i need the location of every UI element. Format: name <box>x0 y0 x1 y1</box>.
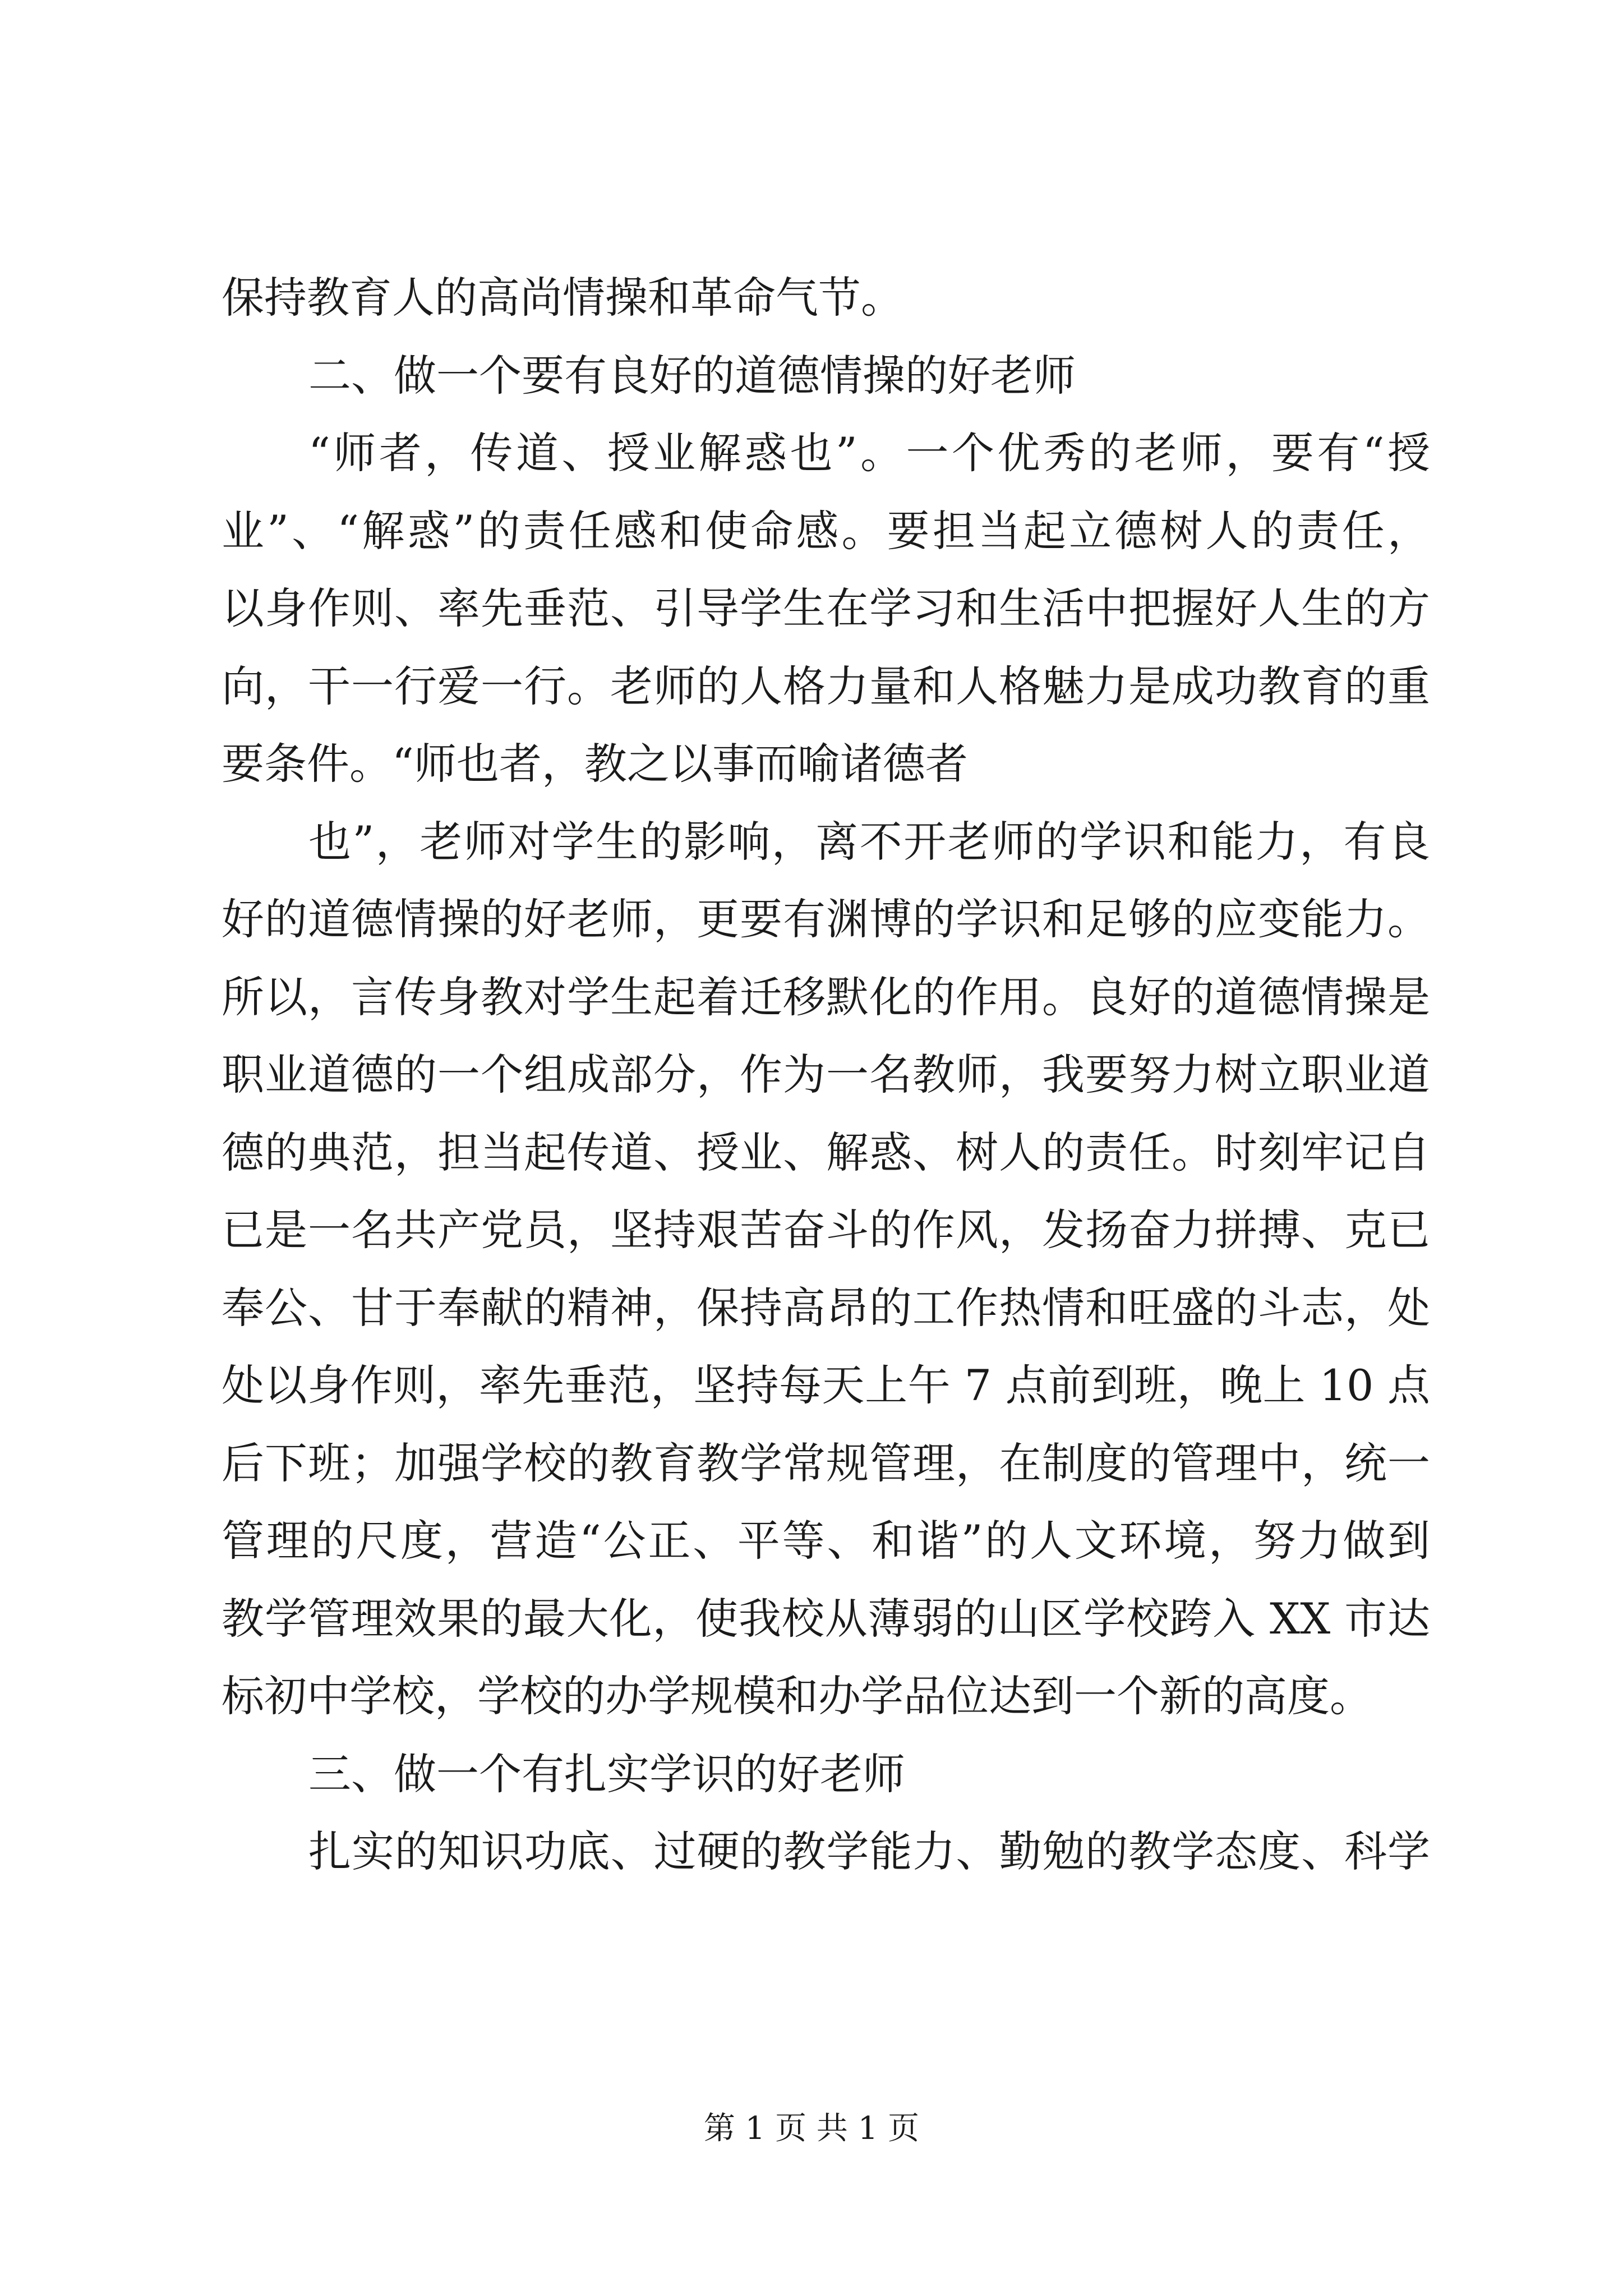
text-line: 处以身作则，率先垂范，坚持每天上午 7 点前到班，晚上 10 点 <box>222 1360 1430 1410</box>
text-line: 标初中学校，学校的办学规模和办学品位达到一个新的高度。 <box>222 1671 1372 1721</box>
text-line: 后下班；加强学校的教育教学常规管理，在制度的管理中，统一 <box>222 1438 1430 1488</box>
text-line: 所以，言传身教对学生起着迁移默化的作用。良好的道德情操是 <box>222 972 1430 1022</box>
text-line: 德的典范，担当起传道、授业、解惑、树人的责任。时刻牢记自 <box>222 1127 1430 1177</box>
text-line: 向，干一行爱一行。老师的人格力量和人格魅力是成功教育的重 <box>222 661 1430 711</box>
section-heading-2: 二、做一个要有良好的道德情操的好老师 <box>308 350 1076 401</box>
text-line: “师者，传道、授业解惑也”。一个优秀的老师，要有“授 <box>308 428 1430 478</box>
text-line: 也”，老师对学生的影响，离不开老师的学识和能力，有良 <box>308 816 1430 867</box>
text-line: 好的道德情操的好老师，更要有渊博的学识和足够的应变能力。 <box>222 894 1430 944</box>
text-line: 职业道德的一个组成部分，作为一名教师，我要努力树立职业道 <box>222 1050 1430 1099</box>
document-body <box>222 259 1430 1891</box>
text-line: 已是一名共产党员，坚持艰苦奋斗的作风，发扬奋力拼搏、克已 <box>222 1205 1430 1255</box>
text-line: 管理的尺度，营造“公正、平等、和谐”的人文环境，努力做到 <box>222 1516 1430 1566</box>
text-line: 奉公、甘于奉献的精神，保持高昂的工作热情和旺盛的斗志，处 <box>222 1282 1430 1333</box>
text-line: 教学管理效果的最大化，使我校从薄弱的山区学校跨入 XX 市达 <box>222 1593 1430 1644</box>
text-line: 保持教育人的高尚情操和革命气节。 <box>222 273 903 323</box>
text-line: 业”、“解惑”的责任感和使命感。要担当起立德树人的责任， <box>222 505 1430 556</box>
text-line: 扎实的知识功底、过硬的教学能力、勤勉的教学态度、科学 <box>308 1826 1430 1876</box>
text-line: 要条件。“师也者，教之以事而喻诸德者 <box>222 739 968 789</box>
text-line: 以身作则、率先垂范、引导学生在学习和生活中把握好人生的方 <box>222 583 1430 633</box>
page-footer: 第 1 页 共 1 页 <box>703 2110 920 2147</box>
section-heading-3: 三、做一个有扎实学识的好老师 <box>308 1749 905 1799</box>
